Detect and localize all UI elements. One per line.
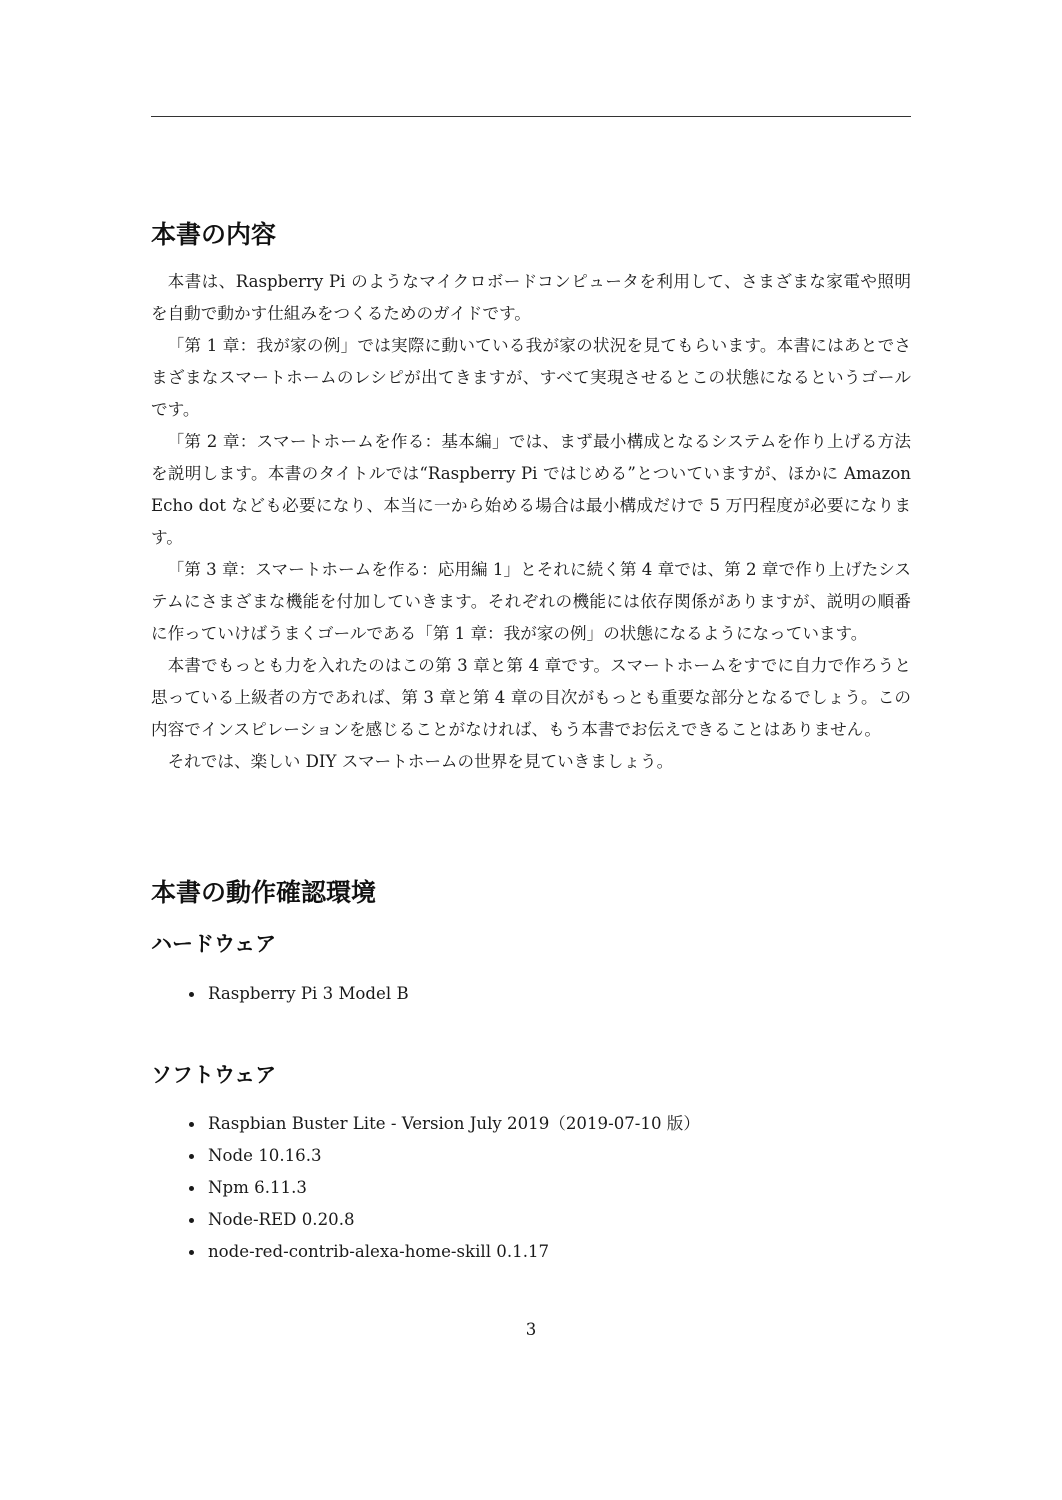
software-list xyxy=(151,1108,700,1268)
header-rule xyxy=(151,116,911,117)
list-item: Node 10.16.3 xyxy=(151,1140,700,1172)
section-title-environment: 本書の動作確認環境 xyxy=(151,878,377,907)
subsection-title-software: ソフトウェア xyxy=(151,1063,277,1087)
paragraph: 本書でもっとも力を入れたのはこの第 3 章と第 4 章です。スマートホームをすでに自力で作ろうと思っている上級者の方であれば、第 3 章と第 4 章の目次がもっとも重要な部分となるでしょう。この内容でインスピレーションを感じることがなければ、もう本書でお伝えできることはありません。 xyxy=(151,656,911,739)
hardware-list xyxy=(151,978,409,1010)
list-item: Node-RED 0.20.8 xyxy=(151,1204,700,1236)
section-title-contents: 本書の内容 xyxy=(151,220,277,249)
list-item: node-red-contrib-alexa-home-skill 0.1.17 xyxy=(151,1236,700,1268)
paragraph: 「第 2 章：スマートホームを作る：基本編」では、まず最小構成となるシステムを作り上げる方法を説明します。本書のタイトルでは“Raspberry Pi ではじめる”とついていますが、ほかに Amazon Echo dot なども必要になり、本当に一から始める場合は最小構成だけで 5 万円程度が必要になります。 xyxy=(151,432,911,547)
list-item: Raspberry Pi 3 Model B xyxy=(151,978,409,1010)
paragraph: それでは、楽しい DIY スマートホームの世界を見ていきましょう。 xyxy=(167,752,674,771)
list-item: Npm 6.11.3 xyxy=(151,1172,700,1204)
paragraph: 「第 3 章：スマートホームを作る：応用編 1」とそれに続く第 4 章では、第 2 章で作り上げたシステムにさまざまな機能を付加していきます。それぞれの機能には依存関係がありますが、説明の順番に作っていけばうまくゴールである「第 1 章：我が家の例」の状態になるようになっています。 xyxy=(151,560,911,643)
paragraph: 本書は、Raspberry Pi のようなマイクロボードコンピュータを利用して、さまざまな家電や照明を自動で動かす仕組みをつくるためのガイドです。 xyxy=(151,272,911,323)
paragraph: 「第 1 章：我が家の例」では実際に動いている我が家の状況を見てもらいます。本書にはあとでさまざまなスマートホームのレシピが出てきますが、すべて実現させるとこの状態になるというゴールです。 xyxy=(151,336,911,419)
contents-body xyxy=(151,266,911,778)
subsection-title-hardware: ハードウェア xyxy=(151,932,277,956)
list-item: Raspbian Buster Lite - Version July 2019（2019-07-10 版） xyxy=(151,1108,700,1140)
page-number: 3 xyxy=(525,1320,537,1339)
